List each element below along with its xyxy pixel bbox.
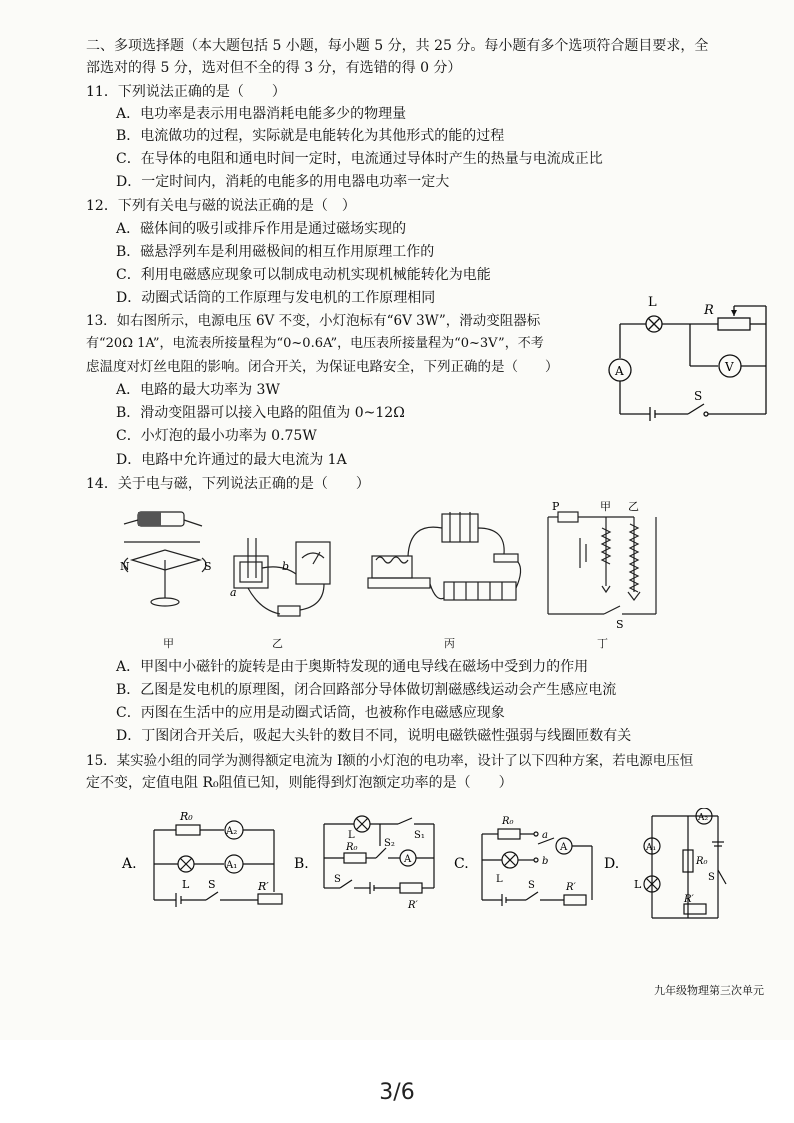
q13-circuit-diagram	[600, 286, 780, 431]
q15-c-rp-label: R′	[566, 882, 576, 893]
q15-option-c: C.	[454, 856, 469, 872]
question-14-stem: 14．关于电与磁，下列说法正确的是（ ）	[86, 476, 370, 492]
q14-label-b: b	[282, 560, 290, 573]
section-title: 二、多项选择题（本大题包括 5 小题，每小题 5 分，共 25 分。每小题有多个选项符合题目要求，全	[86, 38, 709, 54]
q15-a-a2-label: A₂	[226, 826, 238, 837]
q13-switch-label: S	[694, 389, 703, 403]
q15-d-lamp-label: L	[634, 878, 642, 891]
q14-label-p: P	[552, 500, 560, 513]
q15-b-r0-label: R₀	[346, 842, 358, 853]
q15-a-lamp-label: L	[182, 878, 190, 891]
q13-lamp-label: L	[648, 295, 657, 310]
q15-c-switch-label: S	[528, 880, 535, 891]
q13-rheostat-label: R	[704, 303, 714, 318]
q14-compass-s: S	[204, 560, 212, 573]
q14-option-a: A．甲图中小磁针的旋转是由于奥斯特发现的通电导线在磁场中受到力的作用	[116, 659, 589, 675]
question-15-stem: 15．某实验小组的同学为测得额定电流为 I额的小灯泡的电功率，设计了以下四种方案，若电源电压恒	[86, 753, 694, 769]
q15-a-r0-label: R₀	[180, 810, 193, 823]
q13-option-b: B．滑动变阻器可以接入电路的阻值为 0~12Ω	[116, 405, 405, 421]
section-title-cont: 部选对的得 5 分，选对但不全的得 3 分，有选错的得 0 分）	[86, 60, 462, 76]
question-13-stem-2: 有“20Ω 1A”，电流表所接量程为“0~0.6A”，电压表所接量程为“0~3V”，不考	[86, 336, 544, 351]
q11-option-d: D．一定时间内，消耗的电能多的用电器电功率一定大	[116, 174, 450, 190]
q15-d-rp-label: R′	[684, 894, 694, 905]
q15-c-b-label: b	[542, 856, 549, 867]
page-number: 3/6	[379, 1080, 415, 1105]
q15-c-lamp-label: L	[496, 874, 503, 885]
q15-a-rp-label: R′	[258, 880, 269, 893]
q14-label-a: a	[230, 586, 237, 599]
q13-option-d: D．电路中允许通过的最大电流为 1A	[116, 452, 347, 468]
q14-option-d: D．丁图闭合开关后，吸起大头针的数目不同，说明电磁铁磁性强弱与线圈匝数有关	[116, 728, 632, 744]
q14-option-c: C．丙图在生活中的应用是动圈式话筒，也被称作电磁感应现象	[116, 705, 505, 721]
question-11-stem: 11．下列说法正确的是（ ）	[86, 84, 286, 100]
q15-option-a: A.	[122, 856, 137, 872]
q15-b-switch-label: S	[334, 874, 341, 885]
q13-ammeter-label: A	[615, 364, 624, 378]
q14-option-b: B．乙图是发电机的原理图，闭合回路部分导体做切割磁感线运动会产生感应电流	[116, 682, 617, 698]
q14-label-yi: 乙	[628, 500, 639, 513]
q15-option-b: B.	[294, 856, 309, 872]
q12-option-c: C．利用电磁感应现象可以制成电动机实现机械能转化为电能	[116, 267, 491, 283]
q15-d-r0-label: R₀	[696, 856, 708, 867]
q15-d-a2-label: A₂	[698, 813, 709, 823]
question-15-stem-2: 定不变，定值电阻 R₀阻值已知，则能得到灯泡额定功率的是（ ）	[86, 775, 513, 791]
q15-a-a1-label: A₁	[226, 860, 238, 871]
q13-option-c: C．小灯泡的最小功率为 0.75W	[116, 428, 317, 444]
q14-caption-jia: 甲	[163, 637, 174, 650]
q14-caption-bing: 丙	[444, 637, 455, 650]
q15-d-a1-label: A₁	[646, 843, 657, 853]
q14-caption-yi: 乙	[272, 637, 283, 650]
q14-switch-label: S	[616, 618, 624, 631]
q13-voltmeter-label: V	[725, 360, 734, 374]
q15-b-s2-label: S₂	[384, 838, 395, 849]
q11-option-c: C．在导体的电阻和通电时间一定时，电流通过导体时产生的热量与电流成正比	[116, 151, 603, 167]
q15-option-d: D.	[604, 856, 620, 872]
q14-figures	[110, 498, 670, 638]
q15-b-lamp-label: L	[348, 830, 355, 841]
q15-c-r0-label: R₀	[502, 816, 514, 827]
q12-option-d: D．动圈式话筒的工作原理与发电机的工作原理相同	[116, 290, 436, 306]
q11-option-b: B．电流做功的过程，实际就是电能转化为其他形式的能的过程	[116, 128, 505, 144]
q14-compass-n: N	[120, 560, 130, 573]
question-13-stem-3: 虑温度对灯丝电阻的影响。闭合开关，为保证电路安全，下列正确的是（ ）	[86, 359, 559, 375]
q15-d-switch-label: S	[708, 872, 715, 883]
q15-b-s1-label: S₁	[414, 830, 425, 841]
q15-c-a-label: a	[542, 830, 548, 841]
question-12-stem: 12．下列有关电与磁的说法正确的是（ ）	[86, 198, 356, 214]
q12-option-b: B．磁悬浮列车是利用磁极间的相互作用原理工作的	[116, 244, 435, 260]
q14-caption-ding: 丁	[597, 637, 608, 650]
q15-c-ammeter-label: A	[560, 842, 568, 853]
q12-option-a: A．磁体间的吸引或排斥作用是通过磁场实现的	[116, 221, 407, 237]
q15-b-ammeter-label: A	[404, 854, 412, 865]
page-footer: 九年级物理第三次单元	[654, 984, 764, 997]
q15-circuit-options	[118, 808, 778, 928]
question-13-stem: 13．如右图所示，电源电压 6V 不变，小灯泡标有“6V 3W”，滑动变阻器标	[86, 313, 541, 329]
q14-label-jia: 甲	[600, 500, 611, 513]
q11-option-a: A．电功率是表示用电器消耗电能多少的物理量	[116, 106, 407, 122]
q15-a-switch-label: S	[208, 878, 216, 891]
q15-b-rp-label: R′	[408, 900, 418, 911]
q13-option-a: A．电路的最大功率为 3W	[116, 382, 280, 398]
